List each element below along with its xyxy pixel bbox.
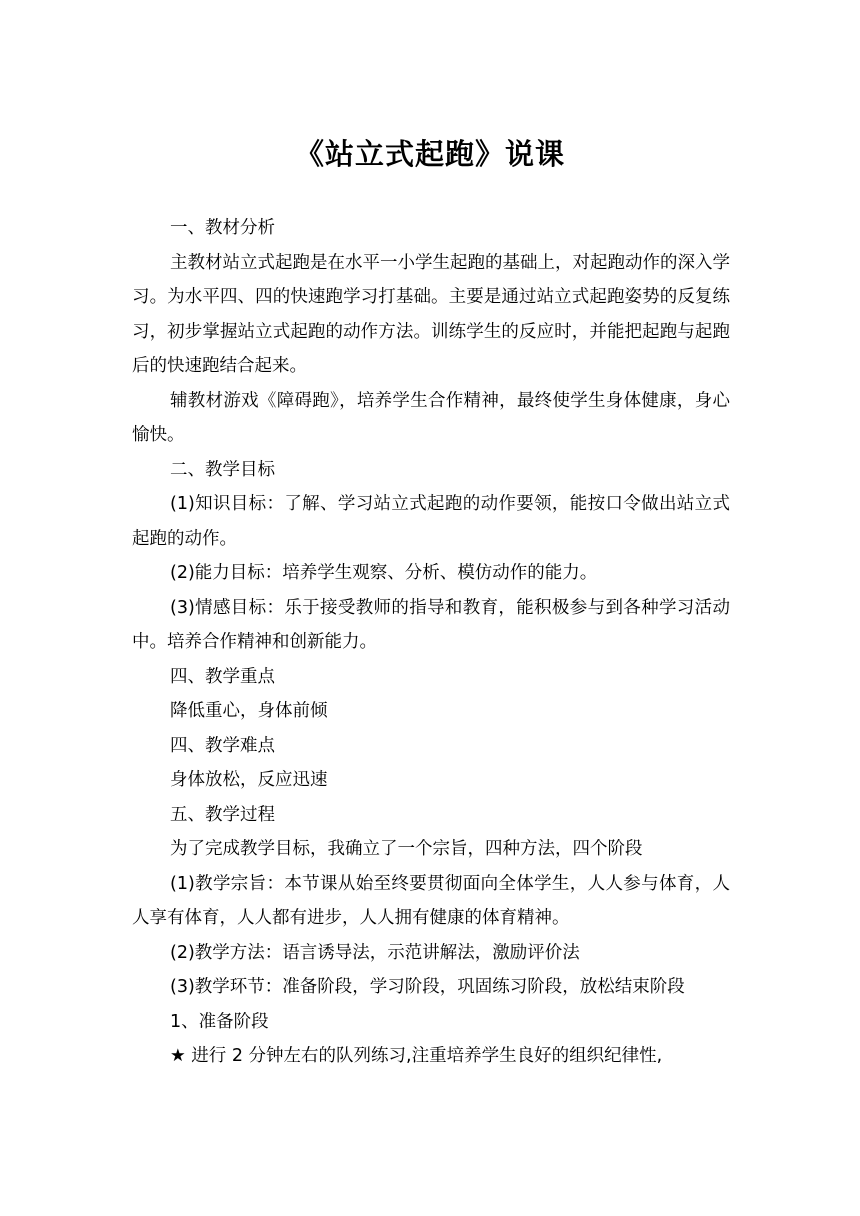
goal-ability: (2)能力目标：培养学生观察、分析、模仿动作的能力。 bbox=[170, 563, 598, 583]
paragraph-main-material: 主教材站立式起跑是在水平一小学生起跑的基础上，对起跑动作的深入学习。为水平四、四的快速跑学习打基础。主要是通过站立式起跑姿势的反复练习，初步掌握站立式起跑的动作方法。训练学生的反应时，并能把起跑与起跑后的快速跑结合起来。 bbox=[132, 252, 730, 376]
section-heading-teaching-process: 五、教学过程 bbox=[170, 804, 275, 825]
document-body bbox=[132, 211, 730, 1074]
process-purpose: (1)教学宗旨：本节课从始至终要贯彻面向全体学生，人人参与体育，人人享有体育，人人都有进步，人人拥有健康的体育精神。 bbox=[132, 873, 730, 928]
section-heading-teaching-goals: 二、教学目标 bbox=[170, 459, 275, 480]
process-methods: (2)教学方法：语言诱导法，示范讲解法，激励评价法 bbox=[170, 942, 580, 963]
list-item-drill-practice: ★ 进行 2 分钟左右的队列练习,注重培养学生良好的组织纪律性, bbox=[170, 1046, 663, 1066]
process-intro: 为了完成教学目标，我确立了一个宗旨，四种方法，四个阶段 bbox=[170, 839, 643, 859]
goal-emotion: (3)情感目标：乐于接受教师的指导和教育，能积极参与到各种学习活动中。培养合作精神和创新能力。 bbox=[132, 597, 730, 652]
section-heading-difficulties: 四、教学难点 bbox=[170, 735, 275, 756]
goal-knowledge: (1)知识目标：了解、学习站立式起跑的动作要领，能按口令做出站立式起跑的动作。 bbox=[132, 494, 730, 549]
document-title: 《站立式起跑》说课 bbox=[294, 137, 565, 171]
subheading-preparation-stage: 1、准备阶段 bbox=[170, 1011, 269, 1032]
paragraph-secondary-material: 辅教材游戏《障碍跑》，培养学生合作精神，最终使学生身体健康，身心愉快。 bbox=[132, 390, 730, 445]
section-heading-textbook-analysis: 一、教材分析 bbox=[170, 218, 275, 238]
section-heading-key-points: 四、教学重点 bbox=[170, 666, 275, 687]
process-stages: (3)教学环节：准备阶段，学习阶段，巩固练习阶段，放松结束阶段 bbox=[170, 977, 685, 997]
key-points-text: 降低重心，身体前倾 bbox=[170, 701, 328, 721]
difficulties-text: 身体放松，反应迅速 bbox=[170, 770, 328, 790]
